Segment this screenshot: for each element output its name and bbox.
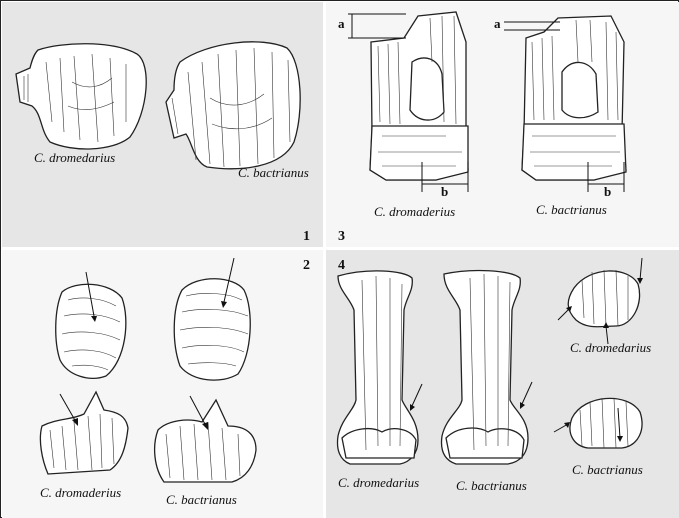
panel-2 (2, 250, 323, 518)
label-a-left: a (338, 16, 345, 31)
panel-2-caption-right: C. bactrianus (166, 492, 237, 507)
panel-3-number: 3 (338, 229, 345, 244)
panel-3-caption-left: C. dromaderius (374, 204, 456, 219)
panel-2-caption-left: C. dromaderius (40, 485, 122, 500)
panel-1 (2, 2, 323, 247)
dromaderius-bone-3 (370, 12, 468, 180)
panel-divider-horizontal (2, 247, 679, 250)
panel-1-caption-right: C. bactrianus (238, 165, 309, 180)
dromedarius-bone-4 (338, 271, 423, 464)
panel-4-number: 4 (338, 258, 345, 273)
panel-1-number: 1 (303, 229, 310, 244)
panel-4-caption-right-top: C. dromedarius (570, 340, 652, 355)
bactrianus-bone-2-top (174, 258, 250, 380)
panel-1-caption-left: C. dromedarius (34, 150, 116, 165)
bactrianus-bone-4 (442, 271, 532, 464)
bactrianus-bone-1 (166, 42, 300, 169)
label-b-right: b (604, 184, 612, 199)
bactrianus-bone-3 (522, 16, 626, 180)
panel-1-drawing (2, 2, 323, 247)
dromedarius-articular-surface (558, 258, 643, 344)
label-a-right: a (494, 16, 501, 31)
panel-divider-vertical (323, 2, 326, 518)
bactrianus-bone-2-bottom (155, 396, 256, 482)
panel-3 (326, 2, 679, 247)
panel-2-drawing (2, 250, 323, 518)
dromaderius-bone-2-bottom (40, 392, 128, 474)
label-b-left: b (441, 184, 449, 199)
panel-3-caption-right: C. bactrianus (536, 202, 607, 217)
panel-4-caption-mid: C. bactrianus (456, 478, 527, 493)
dimension-a-dromaderius (348, 14, 406, 38)
panel-4-caption-left: C. dromedarius (338, 475, 420, 490)
panel-4 (326, 250, 679, 518)
panel-4-caption-right-bottom: C. bactrianus (572, 462, 643, 477)
panel-2-number: 2 (303, 258, 310, 273)
dromaderius-bone-2-top (56, 272, 126, 378)
bactrianus-articular-surface (554, 398, 642, 448)
dromedarius-bone-1 (16, 44, 146, 149)
